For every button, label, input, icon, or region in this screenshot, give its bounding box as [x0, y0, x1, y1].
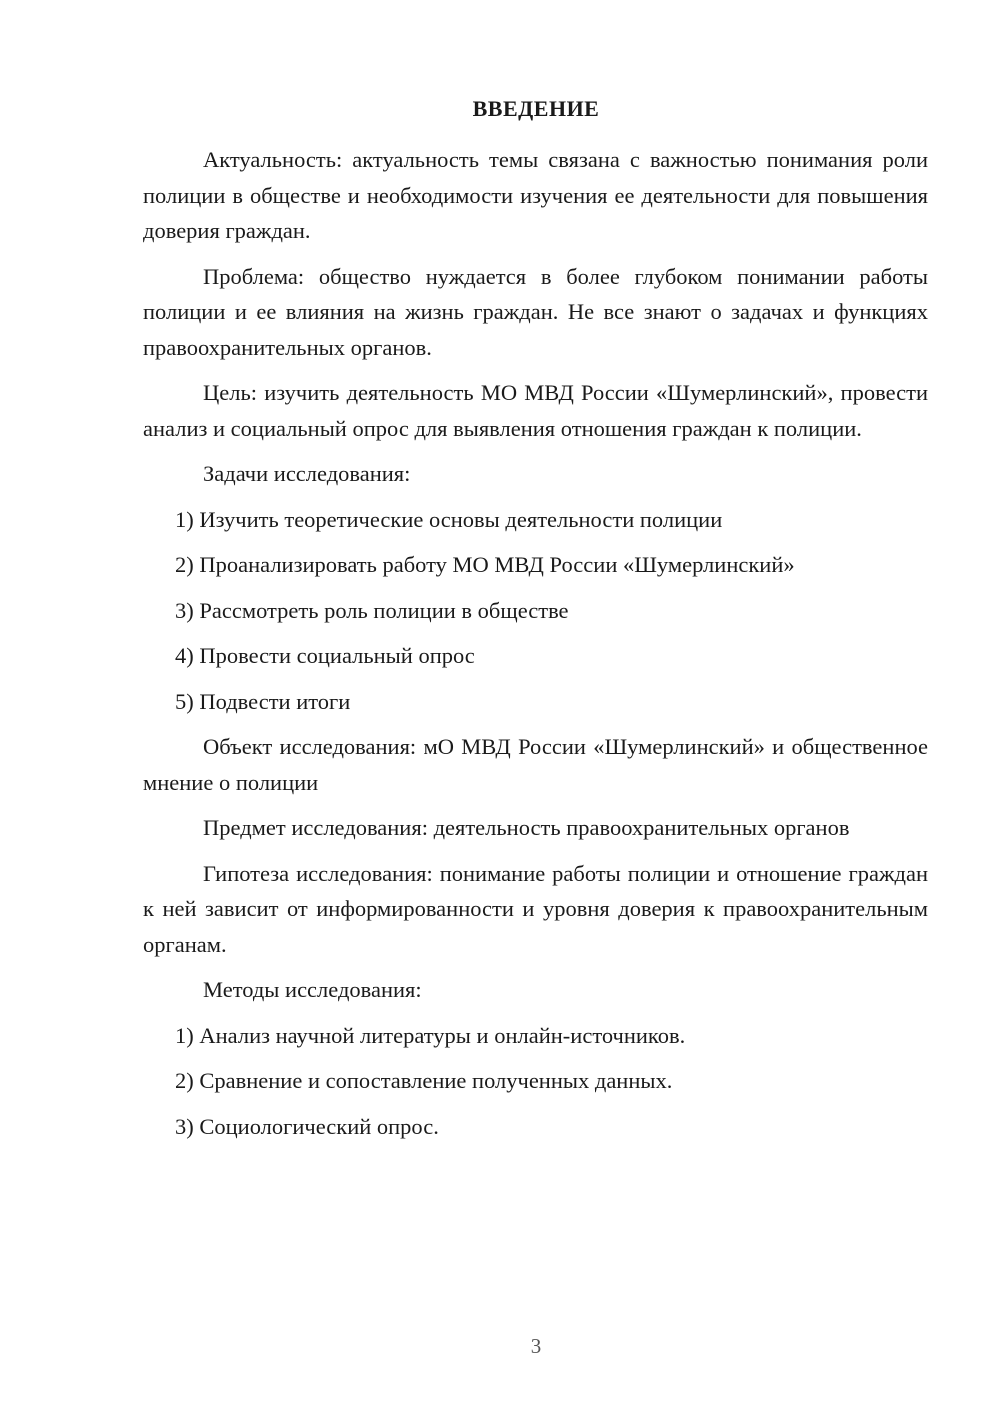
paragraph-methods-title: Методы исследования:	[203, 977, 422, 1002]
paragraph-problem: Проблема: общество нуждается в более глубоком понимании работы полиции и ее влияния на жизнь граждан. Не все знают о задачах и функциях правоохранительных органов.	[143, 263, 928, 360]
paragraph-hypothesis: Гипотеза исследования: понимание работы полиции и отношение граждан к ней зависит от информированности и уровня доверия к правоохранительным органам.	[143, 860, 928, 957]
page-title: ВВЕДЕНИЕ	[472, 96, 600, 121]
document-body	[143, 142, 928, 1154]
paragraph-relevance: Актуальность: актуальность темы связана с важностью понимания роли полиции в обществе и необходимости изучения ее деятельности для повышения доверия граждан.	[143, 147, 928, 243]
page-number: 3	[530, 1334, 542, 1358]
paragraph-object: Объект исследования: мО МВД России «Шумерлинский» и общественное мнение о полиции	[143, 734, 928, 795]
paragraph-goal: Цель: изучить деятельность МО МВД России «Шумерлинский», провести анализ и социальный опрос для выявления отношения граждан к полиции.	[143, 380, 928, 441]
list-item-method: 3) Социологический опрос.	[175, 1113, 439, 1139]
list-item-task: 1) Изучить теоретические основы деятельности полиции	[175, 506, 723, 532]
list-item-task: 3) Рассмотреть роль полиции в обществе	[175, 597, 569, 623]
paragraph-subject: Предмет исследования: деятельность правоохранительных органов	[203, 815, 850, 840]
list-item-task: 4) Провести социальный опрос	[175, 643, 475, 668]
list-item-task: 2) Проанализировать работу МО МВД России «Шумерлинский»	[175, 552, 795, 577]
list-item-method: 1) Анализ научной литературы и онлайн-источников.	[175, 1022, 686, 1048]
paragraph-tasks-title: Задачи исследования:	[203, 461, 411, 486]
list-item-task: 5) Подвести итоги	[175, 688, 351, 714]
list-item-method: 2) Сравнение и сопоставление полученных данных.	[175, 1068, 673, 1093]
